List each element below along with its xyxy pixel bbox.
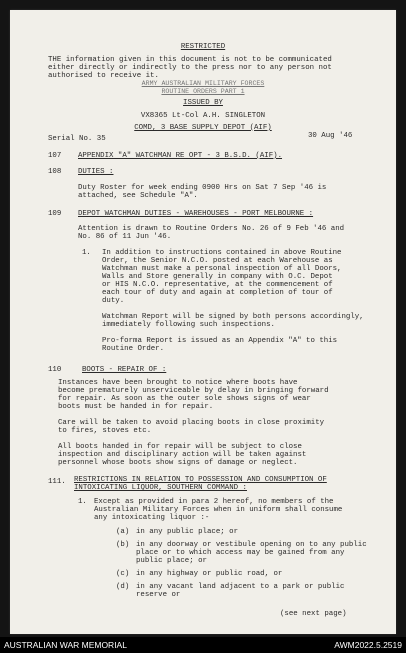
issuing-officer: VX8365 Lt-Col A.H. SINGLETON	[140, 112, 266, 120]
notice-line-3: authorised to receive it.	[48, 72, 159, 80]
item-109-para-1-line-6: each tour of duty and again at completion of tour of	[102, 289, 333, 297]
item-111-sub-d-label: (d)	[116, 583, 130, 591]
item-111-sub-c-label: (c)	[116, 570, 130, 578]
item-109-para-1-line-4: Walls and Store generally in company with O.C. Depot	[102, 273, 333, 281]
item-109-para-1-line-3: Watchman must make a personal inspection of all Doors,	[102, 265, 342, 273]
orders-title-line-1: ARMY AUSTRALIAN MILITARY FORCES	[141, 80, 265, 87]
item-111-number: 111.	[48, 478, 66, 486]
item-111-para-1-number: 1.	[78, 498, 87, 506]
item-109-para-3-line-2: Routine Order.	[102, 345, 165, 353]
item-111-para-1-line-2: Australian Military Forces when in uniform shall consume	[94, 506, 343, 514]
item-110-para-1-line-4: boots must be handed in for repair.	[58, 403, 214, 411]
item-111-sub-d-line-1: in any vacant land adjacent to a park or public	[136, 583, 345, 591]
item-110-para-2-line-1: Care will be taken to avoid placing boots in close proximity	[58, 419, 325, 427]
document-page	[10, 10, 396, 634]
notice-line-2: either directly or indirectly to the press nor to any person not	[48, 64, 332, 72]
accession-number: AWM2022.5.2519	[334, 640, 402, 650]
item-111-sub-b-line-2: place or to which access may be gained from any	[136, 549, 345, 557]
item-109-intro-2: No. 86 of 11 Jun '46.	[78, 233, 172, 241]
item-109-title: DEPOT WATCHMAN DUTIES - WAREHOUSES - PORT MELBOURNE :	[78, 210, 314, 218]
notice-line-1: THE information given in this document is not to be communicated	[48, 56, 332, 64]
item-110-para-1-line-3: for repair. As soon as the outer sole shows signs of wear	[58, 395, 311, 403]
item-108-number: 108	[48, 168, 62, 176]
serial-number: Serial No. 35	[48, 135, 106, 143]
order-date: 30 Aug '46	[308, 132, 353, 140]
item-109-number: 109	[48, 210, 62, 218]
item-109-para-1-line-5: or HIS N.C.O. representative, at the commencement of	[102, 281, 333, 289]
archive-footer	[0, 637, 406, 653]
item-110-para-3-line-3: personnel whose boots show signs of damage or neglect.	[58, 459, 298, 467]
item-111-para-1-line-3: any intoxicating liquor :-	[94, 514, 210, 522]
item-109-para-3-line-1: Pro-forma Report is issued as an Appendix "A" to this	[102, 337, 338, 345]
item-111-sub-b-line-3: public place; or	[136, 557, 207, 565]
issued-by: ISSUED BY	[183, 99, 223, 107]
item-111-sub-b-label: (b)	[116, 541, 130, 549]
issuing-command: COMD, 3 BASE SUPPLY DEPOT (AIF)	[134, 124, 272, 132]
item-110-para-3-line-2: inspection and disciplinary action will be taken against	[58, 451, 307, 459]
item-110-para-1-line-2: become prematurely unserviceable by delay in bringing forward	[58, 387, 329, 395]
item-109-para-1-number: 1.	[82, 249, 91, 257]
item-109-intro-1: Attention is drawn to Routine Orders No. 26 of 9 Feb '46 and	[78, 225, 345, 233]
item-108-title: DUTIES :	[78, 168, 114, 176]
orders-title-line-2: ROUTINE ORDERS PART 1	[161, 88, 245, 95]
item-110-title: BOOTS - REPAIR OF :	[82, 366, 167, 374]
item-110-para-2-line-2: to fires, stoves etc.	[58, 427, 152, 435]
item-110-para-3-line-1: All boots handed in for repair will be subject to close	[58, 443, 302, 451]
item-109-para-1-line-1: In addition to instructions contained in above Routine	[102, 249, 342, 257]
item-107-title: APPENDIX "A" WATCHMAN RE OPT - 3 B.S.D. (AIF).	[78, 152, 283, 160]
classification-heading: RESTRICTED	[180, 43, 226, 51]
item-108-line-2: attached, see Schedule "A".	[78, 192, 198, 200]
item-111-title-line-2: INTOXICATING LIQUOR, SOUTHERN COMMAND :	[74, 484, 247, 492]
item-111-para-1-line-1: Except as provided in para 2 hereof, no members of the	[94, 498, 334, 506]
item-111-title-line-1: RESTRICTIONS IN RELATION TO POSSESSION AND CONSUMPTION OF	[74, 476, 327, 484]
item-111-sub-a-line-1: in any public place; or	[136, 528, 239, 536]
item-109-para-2-line-1: Watchman Report will be signed by both persons accordingly,	[102, 313, 364, 321]
item-108-line-1: Duty Roster for week ending 0900 Hrs on Sat 7 Sep '46 is	[78, 184, 327, 192]
item-111-sub-a-label: (a)	[116, 528, 130, 536]
item-111-sub-d-line-2: reserve or	[136, 591, 181, 599]
continued-note: (see next page)	[280, 610, 347, 618]
item-111-sub-b-line-1: in any doorway or vestibule opening on to any public	[136, 541, 367, 549]
item-110-number: 110	[48, 366, 62, 374]
item-109-para-2-line-2: immediately following such inspections.	[102, 321, 275, 329]
item-111-sub-c-line-1: in any highway or public road, or	[136, 570, 283, 578]
item-109-para-1-line-2: Order, the Senior N.C.O. posted at each Warehouse as	[102, 257, 333, 265]
item-109-para-1-line-7: duty.	[102, 297, 125, 305]
item-107-number: 107	[48, 152, 62, 160]
item-110-para-1-line-1: Instances have been brought to notice where boots have	[58, 379, 298, 387]
archive-name: AUSTRALIAN WAR MEMORIAL	[4, 640, 127, 650]
